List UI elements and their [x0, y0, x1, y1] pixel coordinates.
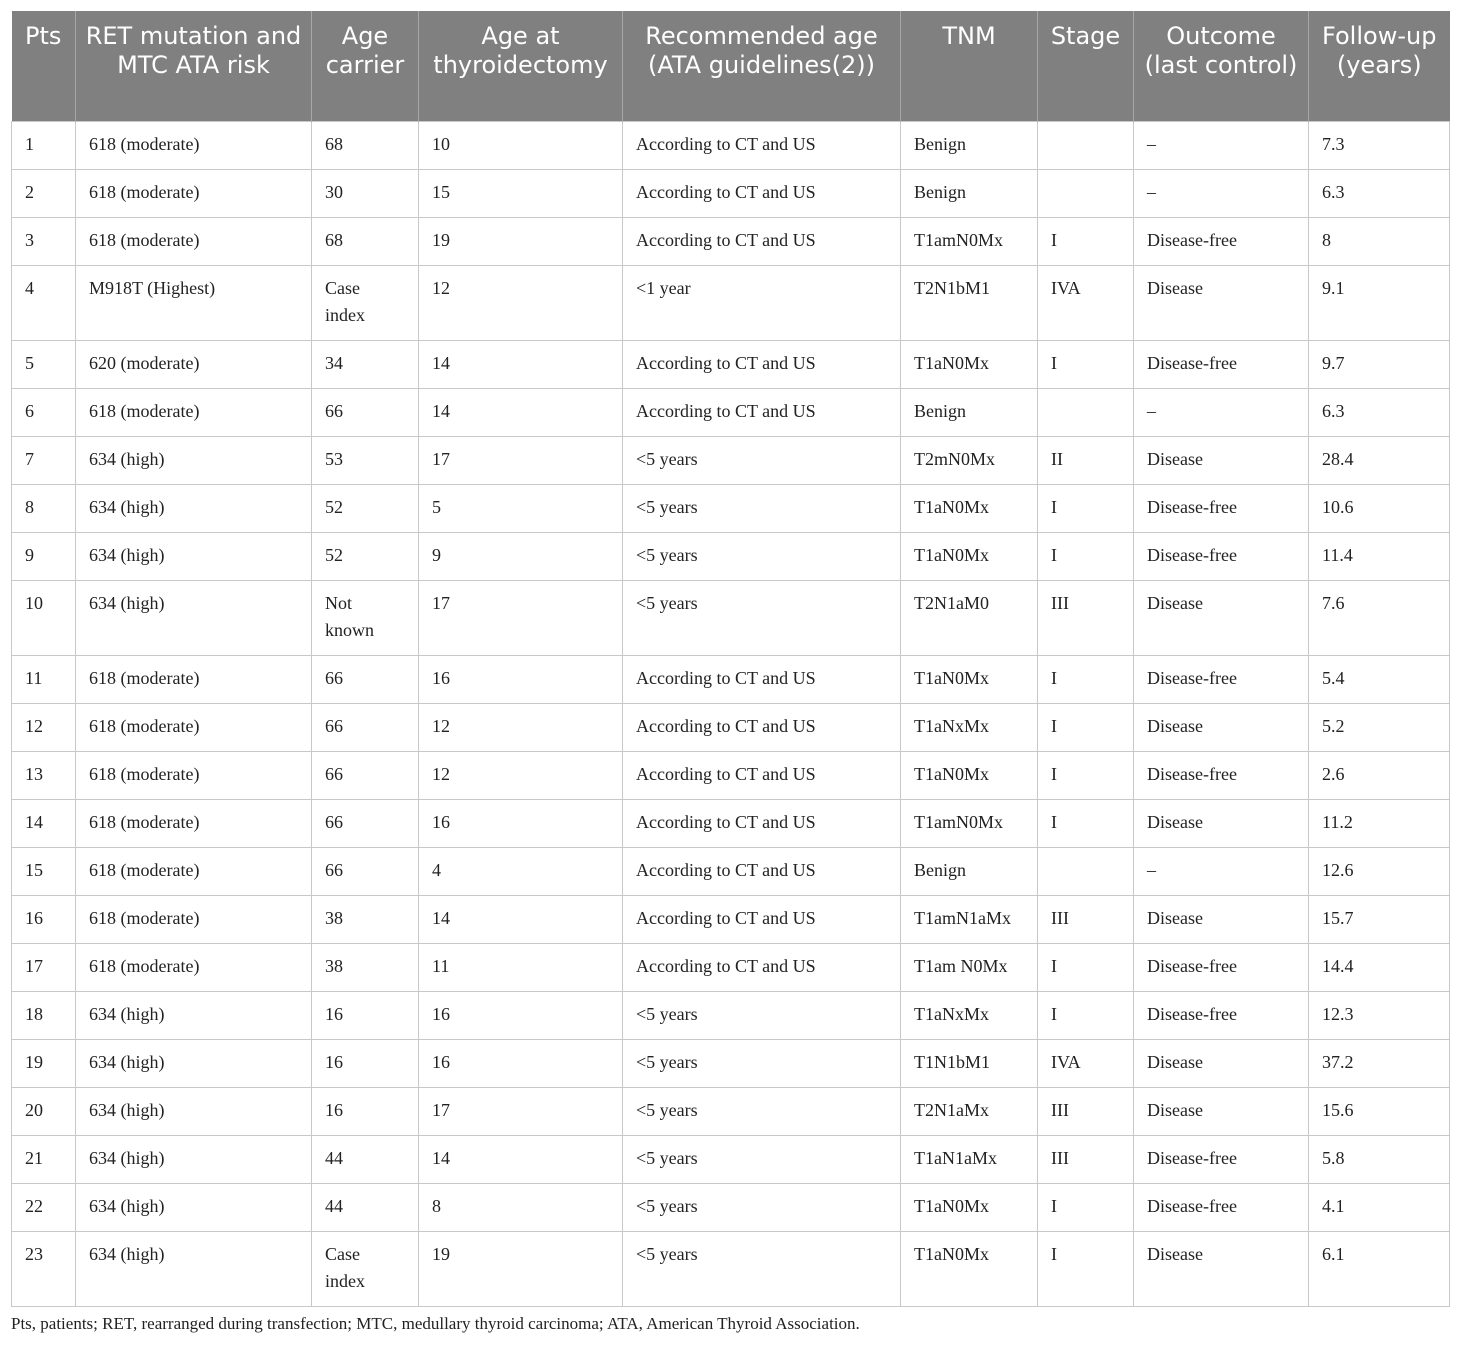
table-cell: IVA [1038, 1039, 1134, 1087]
table-cell: T1amN1aMx [901, 895, 1038, 943]
table-cell: 14 [419, 388, 623, 436]
table-cell: Disease-free [1134, 1135, 1309, 1183]
table-cell: T1aN0Mx [901, 532, 1038, 580]
table-cell: I [1038, 703, 1134, 751]
table-cell: Disease-free [1134, 484, 1309, 532]
table-cell: I [1038, 799, 1134, 847]
table-cell: I [1038, 340, 1134, 388]
table-cell: 4.1 [1309, 1183, 1450, 1231]
table-cell: 8 [419, 1183, 623, 1231]
table-cell: 66 [312, 388, 419, 436]
table-cell: T2N1bM1 [901, 265, 1038, 340]
table-cell: 5 [12, 340, 76, 388]
table-row [12, 1135, 1450, 1183]
table-cell: T1aN1aMx [901, 1135, 1038, 1183]
table-cell: Disease-free [1134, 532, 1309, 580]
table-cell: <1 year [623, 265, 901, 340]
table-cell: 38 [312, 895, 419, 943]
table-cell: Disease [1134, 1039, 1309, 1087]
table-cell: <5 years [623, 436, 901, 484]
patient-table [11, 11, 1450, 1307]
table-cell: Benign [901, 388, 1038, 436]
table-cell: III [1038, 895, 1134, 943]
table-cell: 634 (high) [76, 1039, 312, 1087]
table-cell: 634 (high) [76, 1087, 312, 1135]
table-cell: According to CT and US [623, 217, 901, 265]
table-row [12, 340, 1450, 388]
table-container [11, 11, 1449, 1307]
table-cell: 5 [419, 484, 623, 532]
table-cell: According to CT and US [623, 169, 901, 217]
table-cell: 13 [12, 751, 76, 799]
table-row [12, 703, 1450, 751]
table-cell: <5 years [623, 484, 901, 532]
table-cell: Disease-free [1134, 1183, 1309, 1231]
table-cell: T1aN0Mx [901, 751, 1038, 799]
table-cell: According to CT and US [623, 121, 901, 169]
table-cell: 4 [419, 847, 623, 895]
table-cell: T1aNxMx [901, 703, 1038, 751]
table-cell: 15.6 [1309, 1087, 1450, 1135]
table-cell: <5 years [623, 1183, 901, 1231]
table-cell: <5 years [623, 580, 901, 655]
table-cell: 23 [12, 1231, 76, 1306]
table-cell [1038, 847, 1134, 895]
table-cell: T1amN0Mx [901, 799, 1038, 847]
table-cell: T1aN0Mx [901, 340, 1038, 388]
table-cell: I [1038, 751, 1134, 799]
table-cell: Disease-free [1134, 655, 1309, 703]
table-cell: – [1134, 169, 1309, 217]
table-cell: 618 (moderate) [76, 121, 312, 169]
table-cell: 37.2 [1309, 1039, 1450, 1087]
table-cell: According to CT and US [623, 655, 901, 703]
table-cell: 5.2 [1309, 703, 1450, 751]
table-cell: 20 [12, 1087, 76, 1135]
table-row [12, 655, 1450, 703]
table-cell: 7 [12, 436, 76, 484]
table-row [12, 991, 1450, 1039]
table-row [12, 1231, 1450, 1306]
table-cell: I [1038, 532, 1134, 580]
table-cell [1038, 169, 1134, 217]
table-cell: III [1038, 580, 1134, 655]
table-cell: T1amN0Mx [901, 217, 1038, 265]
header-cell: Stage [1038, 11, 1134, 121]
table-cell: According to CT and US [623, 388, 901, 436]
table-cell: 6 [12, 388, 76, 436]
table-footnote: Pts, patients; RET, rearranged during transfection; MTC, medullary thyroid carcinoma; ATA, American Thyroid Association. [11, 1314, 860, 1333]
table-cell: Disease-free [1134, 751, 1309, 799]
header-cell: Age carrier [312, 11, 419, 121]
table-header-row [12, 11, 1450, 121]
table-cell: 634 (high) [76, 436, 312, 484]
table-cell: 634 (high) [76, 1231, 312, 1306]
table-cell [1038, 121, 1134, 169]
table-cell: 1 [12, 121, 76, 169]
table-cell: 12 [419, 751, 623, 799]
table-cell: 14 [12, 799, 76, 847]
table-cell: I [1038, 655, 1134, 703]
table-row [12, 895, 1450, 943]
table-cell: Disease-free [1134, 217, 1309, 265]
table-cell: 28.4 [1309, 436, 1450, 484]
table-cell: 16 [419, 991, 623, 1039]
table-cell: 8 [1309, 217, 1450, 265]
table-cell: T2N1aMx [901, 1087, 1038, 1135]
table-row [12, 217, 1450, 265]
table-cell: <5 years [623, 532, 901, 580]
table-row [12, 847, 1450, 895]
table-cell: Disease [1134, 799, 1309, 847]
table-cell: 30 [312, 169, 419, 217]
table-cell: 53 [312, 436, 419, 484]
table-cell: According to CT and US [623, 703, 901, 751]
table-cell: 14 [419, 340, 623, 388]
table-row [12, 751, 1450, 799]
table-cell: 5.4 [1309, 655, 1450, 703]
table-cell: 12.6 [1309, 847, 1450, 895]
table-cell: 16 [12, 895, 76, 943]
table-cell: Disease [1134, 580, 1309, 655]
table-cell: 618 (moderate) [76, 799, 312, 847]
table-cell: <5 years [623, 991, 901, 1039]
table-cell: Benign [901, 169, 1038, 217]
table-cell: Disease [1134, 1087, 1309, 1135]
table-cell: 12 [419, 265, 623, 340]
table-cell: 68 [312, 217, 419, 265]
table-cell: 34 [312, 340, 419, 388]
table-cell: Disease [1134, 436, 1309, 484]
table-cell: 618 (moderate) [76, 217, 312, 265]
table-cell: 5.8 [1309, 1135, 1450, 1183]
table-cell: 618 (moderate) [76, 655, 312, 703]
table-cell: <5 years [623, 1231, 901, 1306]
header-cell: Follow-up (years) [1309, 11, 1450, 121]
table-cell: 11.2 [1309, 799, 1450, 847]
table-cell: 618 (moderate) [76, 943, 312, 991]
table-cell: 618 (moderate) [76, 895, 312, 943]
table-cell: II [1038, 436, 1134, 484]
table-cell: 634 (high) [76, 484, 312, 532]
table-cell: 618 (moderate) [76, 388, 312, 436]
table-cell: I [1038, 484, 1134, 532]
table-cell: III [1038, 1135, 1134, 1183]
table-cell: 66 [312, 751, 419, 799]
table-cell: 66 [312, 847, 419, 895]
table-cell: 12 [419, 703, 623, 751]
table-cell: 634 (high) [76, 532, 312, 580]
table-cell: 17 [419, 436, 623, 484]
table-cell: According to CT and US [623, 751, 901, 799]
table-cell: 21 [12, 1135, 76, 1183]
table-row [12, 121, 1450, 169]
table-cell: T1aN0Mx [901, 1183, 1038, 1231]
table-cell: <5 years [623, 1087, 901, 1135]
table-row [12, 1183, 1450, 1231]
table-cell: Disease [1134, 895, 1309, 943]
table-cell: Case index [312, 1231, 419, 1306]
table-cell: I [1038, 943, 1134, 991]
table-cell: 16 [312, 1087, 419, 1135]
table-cell: 52 [312, 484, 419, 532]
table-cell: Disease-free [1134, 340, 1309, 388]
table-cell: 6.3 [1309, 388, 1450, 436]
table-row [12, 436, 1450, 484]
table-cell: 12.3 [1309, 991, 1450, 1039]
table-cell: 14.4 [1309, 943, 1450, 991]
table-cell: 16 [419, 1039, 623, 1087]
table-cell: 11 [419, 943, 623, 991]
table-cell: 618 (moderate) [76, 751, 312, 799]
table-cell: III [1038, 1087, 1134, 1135]
table-cell: 3 [12, 217, 76, 265]
table-row [12, 484, 1450, 532]
table-cell: 66 [312, 655, 419, 703]
table-cell: 22 [12, 1183, 76, 1231]
table-cell: – [1134, 121, 1309, 169]
header-cell: RET mutation and MTC ATA risk [76, 11, 312, 121]
table-cell: Benign [901, 121, 1038, 169]
table-cell: 19 [419, 217, 623, 265]
table-cell: 44 [312, 1183, 419, 1231]
table-cell: Disease [1134, 703, 1309, 751]
table-cell: 15 [419, 169, 623, 217]
table-cell: According to CT and US [623, 799, 901, 847]
table-cell: 66 [312, 703, 419, 751]
table-cell: 16 [419, 799, 623, 847]
table-cell: Disease-free [1134, 991, 1309, 1039]
table-cell: 14 [419, 895, 623, 943]
table-cell: 6.1 [1309, 1231, 1450, 1306]
table-cell: 6.3 [1309, 169, 1450, 217]
table-cell: 15.7 [1309, 895, 1450, 943]
table-cell: <5 years [623, 1135, 901, 1183]
table-cell: 9 [12, 532, 76, 580]
table-cell: T2mN0Mx [901, 436, 1038, 484]
table-cell: 17 [12, 943, 76, 991]
table-row [12, 532, 1450, 580]
table-row [12, 388, 1450, 436]
table-cell: M918T (Highest) [76, 265, 312, 340]
table-row [12, 799, 1450, 847]
table-cell: T1aNxMx [901, 991, 1038, 1039]
table-cell: T1aN0Mx [901, 1231, 1038, 1306]
table-cell: 634 (high) [76, 580, 312, 655]
table-cell: 16 [312, 1039, 419, 1087]
table-cell: 17 [419, 580, 623, 655]
table-cell: 7.6 [1309, 580, 1450, 655]
table-body [12, 121, 1450, 1306]
table-cell: 634 (high) [76, 1135, 312, 1183]
table-cell: 52 [312, 532, 419, 580]
table-row [12, 943, 1450, 991]
table-cell: – [1134, 388, 1309, 436]
table-cell: <5 years [623, 1039, 901, 1087]
table-cell: According to CT and US [623, 943, 901, 991]
table-cell: 634 (high) [76, 991, 312, 1039]
table-cell: 634 (high) [76, 1183, 312, 1231]
table-row [12, 169, 1450, 217]
table-cell: Disease [1134, 1231, 1309, 1306]
table-cell: 9.7 [1309, 340, 1450, 388]
table-cell: 618 (moderate) [76, 847, 312, 895]
table-cell: 38 [312, 943, 419, 991]
table-cell: 17 [419, 1087, 623, 1135]
table-cell: Not known [312, 580, 419, 655]
table-cell: 66 [312, 799, 419, 847]
table-cell: IVA [1038, 265, 1134, 340]
table-cell: 9.1 [1309, 265, 1450, 340]
table-cell: 9 [419, 532, 623, 580]
table-cell: T1am N0Mx [901, 943, 1038, 991]
table-cell: 16 [419, 655, 623, 703]
table-row [12, 580, 1450, 655]
table-cell: 19 [419, 1231, 623, 1306]
table-cell: T1aN0Mx [901, 655, 1038, 703]
header-cell: Outcome (last control) [1134, 11, 1309, 121]
table-cell: 4 [12, 265, 76, 340]
table-cell: 2.6 [1309, 751, 1450, 799]
table-cell: 10 [419, 121, 623, 169]
table-cell: I [1038, 1231, 1134, 1306]
table-cell: I [1038, 217, 1134, 265]
table-row [12, 1039, 1450, 1087]
table-cell: 7.3 [1309, 121, 1450, 169]
header-cell: Pts [12, 11, 76, 121]
table-cell: Case index [312, 265, 419, 340]
table-cell: 618 (moderate) [76, 169, 312, 217]
table-cell: 18 [12, 991, 76, 1039]
table-row [12, 265, 1450, 340]
table-cell: According to CT and US [623, 895, 901, 943]
table-cell: Disease-free [1134, 943, 1309, 991]
table-cell: – [1134, 847, 1309, 895]
header-cell: TNM [901, 11, 1038, 121]
table-cell: 10 [12, 580, 76, 655]
table-cell: According to CT and US [623, 847, 901, 895]
table-cell: 2 [12, 169, 76, 217]
table-cell: I [1038, 1183, 1134, 1231]
table-cell: Benign [901, 847, 1038, 895]
table-cell: 11.4 [1309, 532, 1450, 580]
table-cell: 16 [312, 991, 419, 1039]
table-cell: 15 [12, 847, 76, 895]
table-cell [1038, 388, 1134, 436]
table-cell: 11 [12, 655, 76, 703]
header-cell: Age at thyroidectomy [419, 11, 623, 121]
table-cell: T1N1bM1 [901, 1039, 1038, 1087]
table-cell: I [1038, 991, 1134, 1039]
table-cell: 10.6 [1309, 484, 1450, 532]
table-cell: 620 (moderate) [76, 340, 312, 388]
table-cell: 68 [312, 121, 419, 169]
table-cell: 14 [419, 1135, 623, 1183]
table-cell: Disease [1134, 265, 1309, 340]
table-row [12, 1087, 1450, 1135]
table-cell: 618 (moderate) [76, 703, 312, 751]
table-cell: 19 [12, 1039, 76, 1087]
table-cell: T1aN0Mx [901, 484, 1038, 532]
table-cell: T2N1aM0 [901, 580, 1038, 655]
table-cell: 12 [12, 703, 76, 751]
table-cell: 8 [12, 484, 76, 532]
table-cell: 44 [312, 1135, 419, 1183]
table-cell: According to CT and US [623, 340, 901, 388]
header-cell: Recommended age (ATA guidelines(2)) [623, 11, 901, 121]
